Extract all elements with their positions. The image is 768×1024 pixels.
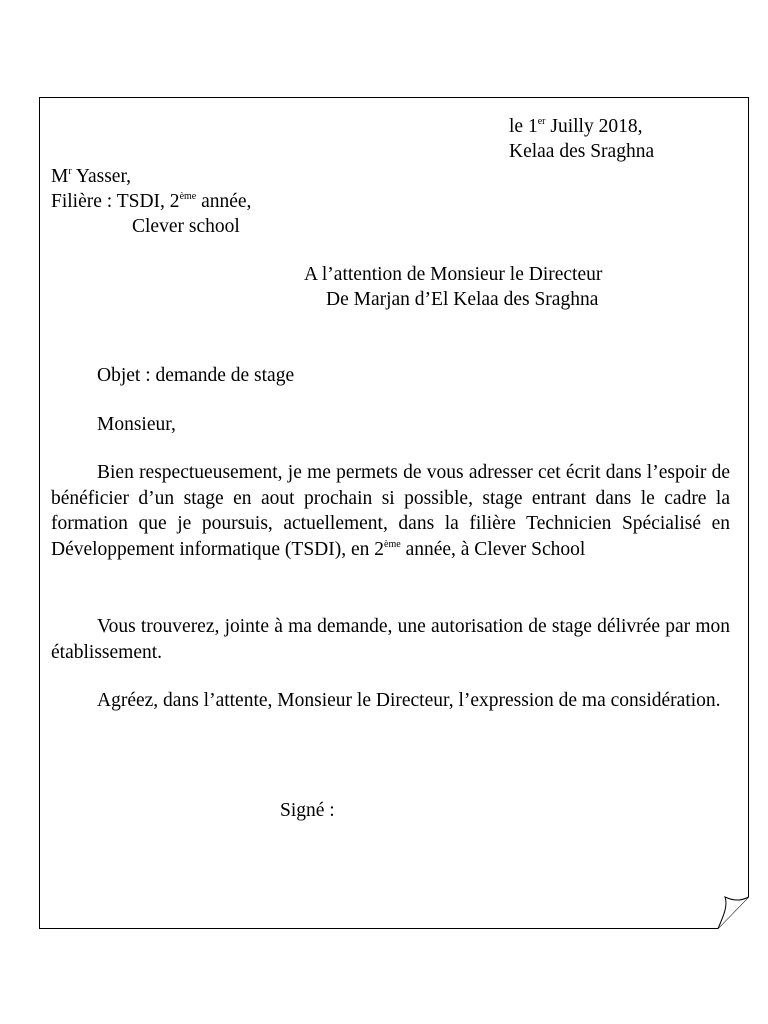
recipient-line-1: A l’attention de Monsieur le Directeur [304,264,603,285]
letter-subject: Objet : demande de stage [97,365,295,386]
letter-date: le 1er Juilly 2018, [509,116,643,137]
body-paragraph-1: Bien respectueusement, je me permets de vous adresser cet écrit dans l’espoir de bénéficier d’un stage en aout prochain si possible, stage entrant dans le cadre la formation que je poursuis, actuellement, dans la filière Technicien Spécialisé en Développement informatique (TSDI), en 2ème année, à Clever School [51,462,730,560]
recipient-line-2: De Marjan d’El Kelaa des Sraghna [326,289,599,310]
letter-salutation: Monsieur, [97,414,176,435]
sender-filiere: Filière : TSDI, 2ème année, [51,191,252,212]
signature-label: Signé : [280,800,335,821]
body-paragraph-3: Agréez, dans l’attente, Monsieur le Directeur, l’expression de ma considération. [97,690,721,711]
letter-city: Kelaa des Sraghna [509,141,655,162]
sender-school: Clever school [132,216,240,237]
body-paragraph-2: Vous trouverez, jointe à ma demande, une autorisation de stage délivrée par mon établissement. [51,616,730,663]
sender-name: $M^r$ Yasser, [51,166,132,187]
